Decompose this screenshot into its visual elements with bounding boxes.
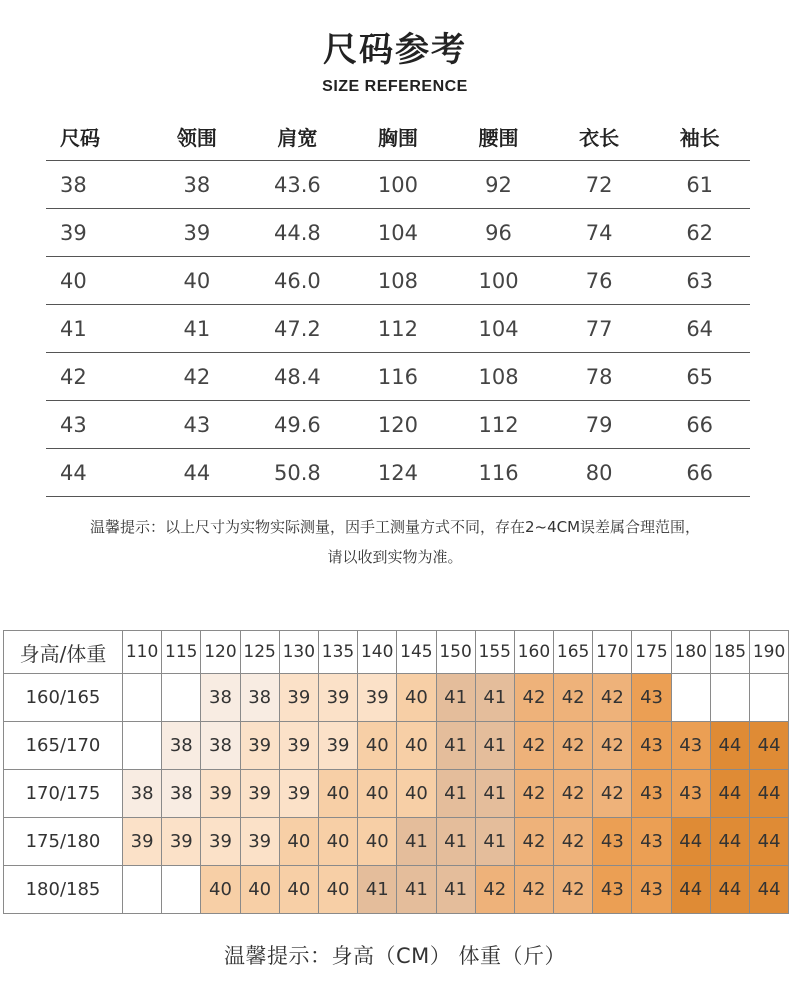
fit-grid-cell: 38 [162, 770, 201, 818]
size-table-cell: 80 [549, 449, 650, 497]
weight-header: 115 [162, 631, 201, 674]
weight-header: 135 [318, 631, 357, 674]
size-table-cell: 41 [46, 305, 147, 353]
weight-header: 185 [710, 631, 749, 674]
fit-grid-cell: 40 [279, 818, 318, 866]
fit-grid-corner-label: 身高/体重 [4, 631, 123, 674]
size-table-cell: 39 [46, 209, 147, 257]
size-table-cell: 61 [649, 161, 750, 209]
fit-grid-cell: 44 [750, 722, 789, 770]
size-table-cell: 77 [549, 305, 650, 353]
fit-grid-cell [671, 674, 710, 722]
size-reference-table [46, 112, 750, 497]
size-table-cell: 42 [46, 353, 147, 401]
size-table-cell: 38 [46, 161, 147, 209]
size-table-row [46, 449, 750, 497]
bottom-note: 温馨提示：身高（CM） 体重（斤） [224, 944, 566, 968]
fit-grid-cell [162, 866, 201, 914]
size-table-cell: 65 [649, 353, 750, 401]
size-table-cell: 116 [348, 353, 449, 401]
size-table-cell: 104 [448, 305, 549, 353]
fit-grid-row [4, 770, 789, 818]
header-sleeve: 袖长 [649, 112, 750, 161]
size-table-cell: 40 [147, 257, 248, 305]
size-table-cell: 44 [147, 449, 248, 497]
fit-grid-cell: 39 [279, 674, 318, 722]
height-label: 180/185 [4, 866, 123, 914]
page-title: 尺码参考 [323, 30, 467, 70]
fit-grid-row [4, 866, 789, 914]
size-table-cell: 108 [448, 353, 549, 401]
fit-grid-cell: 43 [671, 770, 710, 818]
weight-header: 130 [279, 631, 318, 674]
fit-grid-cell: 41 [436, 818, 475, 866]
size-table-cell: 63 [649, 257, 750, 305]
size-table-cell: 66 [649, 401, 750, 449]
fit-grid-cell: 42 [554, 722, 593, 770]
size-table-cell: 44 [46, 449, 147, 497]
size-table-cell: 78 [549, 353, 650, 401]
size-table-row [46, 353, 750, 401]
size-table-cell: 44.8 [247, 209, 348, 257]
size-table-cell: 66 [649, 449, 750, 497]
fit-grid-cell: 41 [397, 818, 436, 866]
fit-grid-header-row [4, 631, 789, 674]
fit-grid-cell: 39 [279, 722, 318, 770]
size-table-cell: 100 [448, 257, 549, 305]
size-table-cell: 41 [147, 305, 248, 353]
size-table-cell: 64 [649, 305, 750, 353]
fit-grid-cell: 41 [475, 674, 514, 722]
fit-grid-cell: 44 [750, 770, 789, 818]
size-table-cell: 38 [147, 161, 248, 209]
fit-grid-cell: 42 [554, 818, 593, 866]
fit-grid-cell: 42 [514, 818, 553, 866]
fit-grid-cell: 39 [279, 770, 318, 818]
fit-grid-cell: 42 [554, 674, 593, 722]
weight-header: 150 [436, 631, 475, 674]
size-table-cell: 62 [649, 209, 750, 257]
fit-grid-cell: 41 [436, 722, 475, 770]
size-table-cell: 43.6 [247, 161, 348, 209]
fit-grid-cell: 38 [123, 770, 162, 818]
fit-grid-cell: 43 [632, 866, 671, 914]
fit-grid-cell: 42 [593, 674, 632, 722]
fit-grid-cell [123, 722, 162, 770]
height-label: 160/165 [4, 674, 123, 722]
measurement-note [0, 512, 790, 572]
fit-grid-cell: 43 [593, 866, 632, 914]
fit-grid-row [4, 674, 789, 722]
size-table-cell: 112 [348, 305, 449, 353]
fit-grid-cell: 42 [514, 866, 553, 914]
fit-grid-cell: 41 [475, 722, 514, 770]
fit-grid-cell: 40 [358, 818, 397, 866]
fit-grid-cell: 42 [554, 866, 593, 914]
fit-grid-cell: 41 [436, 770, 475, 818]
size-table-cell: 116 [448, 449, 549, 497]
size-table-cell: 72 [549, 161, 650, 209]
size-table-cell: 43 [147, 401, 248, 449]
size-table-header-row [46, 112, 750, 161]
fit-grid-cell: 44 [671, 866, 710, 914]
weight-header: 170 [593, 631, 632, 674]
weight-header: 145 [397, 631, 436, 674]
fit-grid-cell: 41 [475, 770, 514, 818]
fit-grid-cell: 39 [318, 722, 357, 770]
size-table-cell: 104 [348, 209, 449, 257]
fit-grid-cell: 43 [632, 674, 671, 722]
fit-grid-cell: 40 [397, 722, 436, 770]
fit-grid-cell: 42 [514, 674, 553, 722]
header-shoulder: 肩宽 [247, 112, 348, 161]
weight-header: 110 [123, 631, 162, 674]
fit-grid-cell: 43 [632, 818, 671, 866]
fit-grid-cell: 41 [475, 818, 514, 866]
fit-grid-cell: 44 [671, 818, 710, 866]
height-label: 170/175 [4, 770, 123, 818]
size-table-cell: 48.4 [247, 353, 348, 401]
fit-grid-cell: 38 [240, 674, 279, 722]
fit-grid-cell: 39 [240, 818, 279, 866]
weight-header: 165 [554, 631, 593, 674]
measurement-note-line2: 请以收到实物为准。 [327, 548, 463, 566]
size-table-cell: 120 [348, 401, 449, 449]
size-table-row [46, 305, 750, 353]
size-table-cell: 96 [448, 209, 549, 257]
fit-grid-cell: 42 [514, 770, 553, 818]
fit-grid-cell: 41 [436, 866, 475, 914]
fit-grid-cell: 40 [201, 866, 240, 914]
fit-grid-cell: 39 [318, 674, 357, 722]
fit-grid-cell: 40 [397, 770, 436, 818]
weight-header: 120 [201, 631, 240, 674]
weight-header: 180 [671, 631, 710, 674]
fit-grid-cell: 41 [358, 866, 397, 914]
fit-grid-cell [123, 866, 162, 914]
fit-grid-cell: 39 [201, 818, 240, 866]
fit-grid-cell: 38 [162, 722, 201, 770]
size-table-cell: 43 [46, 401, 147, 449]
fit-grid-cell: 39 [240, 770, 279, 818]
weight-header: 140 [358, 631, 397, 674]
fit-grid-cell: 42 [514, 722, 553, 770]
fit-grid-cell [750, 674, 789, 722]
fit-grid-cell [162, 674, 201, 722]
size-table-cell: 42 [147, 353, 248, 401]
size-table-cell: 76 [549, 257, 650, 305]
fit-grid-row [4, 722, 789, 770]
size-table-cell: 49.6 [247, 401, 348, 449]
fit-grid-cell: 39 [201, 770, 240, 818]
size-table-cell: 108 [348, 257, 449, 305]
fit-grid-cell: 42 [554, 770, 593, 818]
fit-grid-cell: 40 [318, 770, 357, 818]
fit-grid-cell: 41 [436, 674, 475, 722]
fit-grid-cell: 39 [240, 722, 279, 770]
header-waist: 腰围 [448, 112, 549, 161]
fit-grid-cell: 39 [123, 818, 162, 866]
fit-grid-table [3, 630, 789, 914]
fit-grid-cell: 39 [162, 818, 201, 866]
weight-header: 155 [475, 631, 514, 674]
size-table-cell: 79 [549, 401, 650, 449]
fit-grid-cell: 44 [710, 770, 749, 818]
size-table-cell: 47.2 [247, 305, 348, 353]
fit-grid-cell: 40 [397, 674, 436, 722]
fit-grid-cell: 44 [710, 866, 749, 914]
fit-grid-cell: 40 [318, 866, 357, 914]
weight-header: 190 [750, 631, 789, 674]
size-table-cell: 40 [46, 257, 147, 305]
fit-grid-cell: 42 [475, 866, 514, 914]
measurement-note-line1: 温馨提示：以上尺寸为实物实际测量，因手工测量方式不同，存在2~4CM误差属合理范围， [89, 518, 701, 536]
fit-grid-cell: 38 [201, 722, 240, 770]
fit-grid-cell: 43 [632, 722, 671, 770]
size-table-row [46, 161, 750, 209]
size-table-cell: 112 [448, 401, 549, 449]
size-table-row [46, 209, 750, 257]
fit-grid-cell: 44 [750, 818, 789, 866]
fit-grid-cell: 40 [240, 866, 279, 914]
fit-grid-cell: 42 [593, 722, 632, 770]
size-table-cell: 92 [448, 161, 549, 209]
header-length: 衣长 [549, 112, 650, 161]
weight-header: 125 [240, 631, 279, 674]
fit-grid-row [4, 818, 789, 866]
fit-grid-cell [710, 674, 749, 722]
height-label: 175/180 [4, 818, 123, 866]
size-table-cell: 39 [147, 209, 248, 257]
fit-grid-cell: 40 [279, 866, 318, 914]
fit-grid-cell [123, 674, 162, 722]
size-table-cell: 74 [549, 209, 650, 257]
fit-grid-cell: 44 [750, 866, 789, 914]
header-size: 尺码 [46, 112, 147, 161]
fit-grid-cell: 40 [358, 722, 397, 770]
fit-grid-cell: 42 [593, 770, 632, 818]
size-table-row [46, 401, 750, 449]
fit-grid-cell: 44 [710, 818, 749, 866]
fit-grid-cell: 39 [358, 674, 397, 722]
header-neck: 领围 [147, 112, 248, 161]
size-table-row [46, 257, 750, 305]
fit-grid-cell: 44 [710, 722, 749, 770]
fit-grid-cell: 43 [671, 722, 710, 770]
weight-header: 160 [514, 631, 553, 674]
fit-grid-cell: 40 [358, 770, 397, 818]
weight-header: 175 [632, 631, 671, 674]
size-table-cell: 46.0 [247, 257, 348, 305]
size-table-cell: 50.8 [247, 449, 348, 497]
size-table-cell: 124 [348, 449, 449, 497]
fit-grid-cell: 41 [397, 866, 436, 914]
fit-grid-cell: 38 [201, 674, 240, 722]
size-table-cell: 100 [348, 161, 449, 209]
page-subtitle: SIZE REFERENCE [322, 78, 468, 95]
height-label: 165/170 [4, 722, 123, 770]
fit-grid-cell: 43 [632, 770, 671, 818]
fit-grid-cell: 43 [593, 818, 632, 866]
fit-grid-cell: 40 [318, 818, 357, 866]
header-chest: 胸围 [348, 112, 449, 161]
